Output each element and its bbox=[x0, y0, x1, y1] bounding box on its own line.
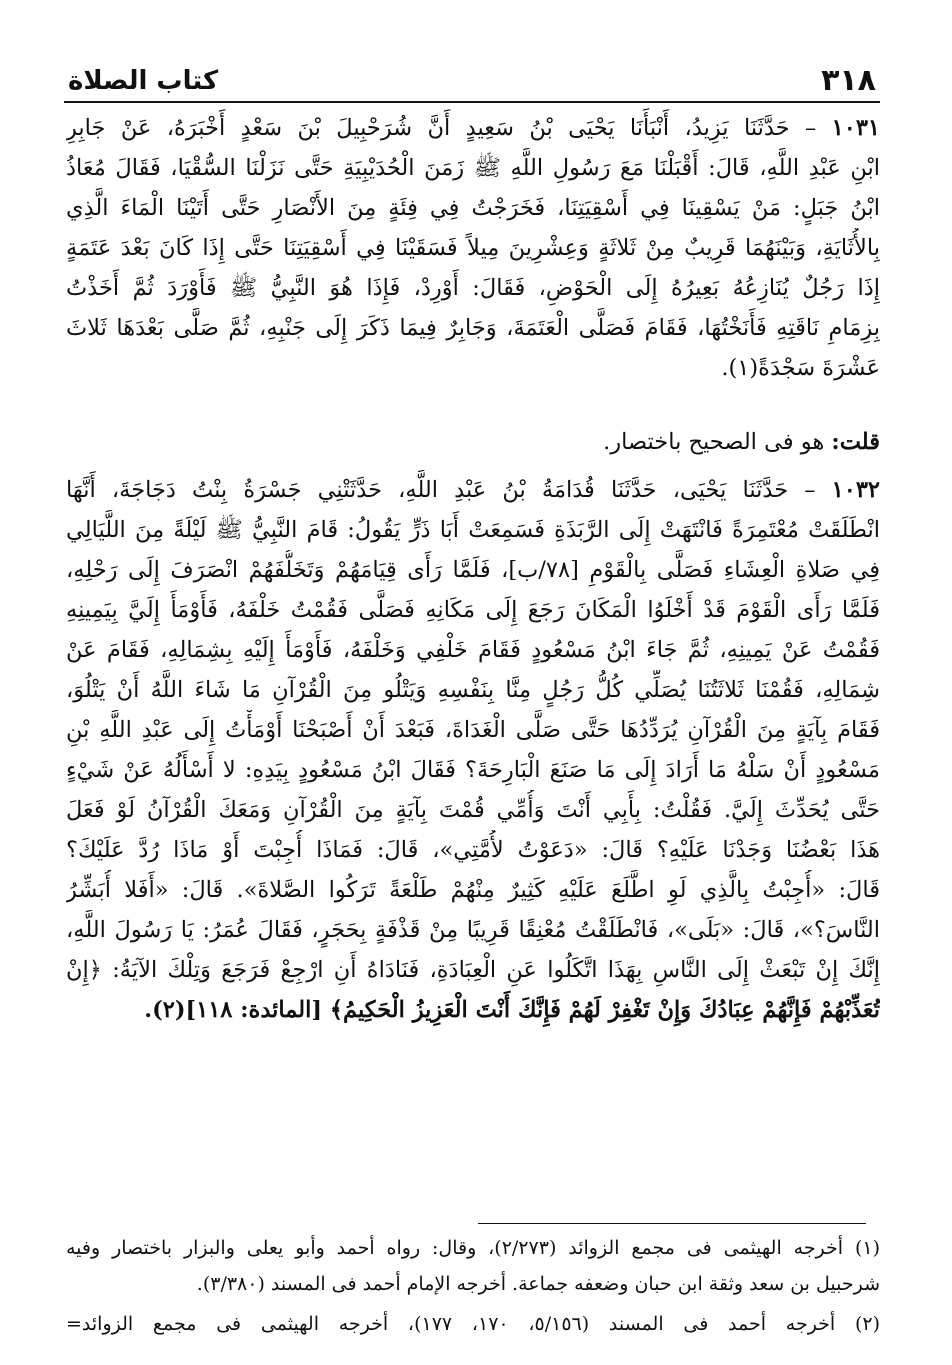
hadith-line: هَذَا بَعْضُنَا وَجَدْنَا عَلَيْهِ؟ قَالَ: «دَعَوْتُ لأُمَّتِي»، قَالَ: فَمَاذَا أُجِبْتَ أَوْ مَاذَا رُدَّ عَلَيْكَ؟ bbox=[66, 837, 880, 863]
footnote-2-line: (٢) أخرجه أحمد فى المسند (٥/١٥٦، ١٧٠، ١٧٧)، أخرجه الهيثمى فى مجمع الزوائد= bbox=[66, 1313, 880, 1335]
hadith-line: عَشْرَةَ سَجْدَةً(١). bbox=[721, 355, 880, 381]
hadith-line: قَالَ: «أُجِبْتُ بِالَّذِي لَوِ اطَّلَعَ عَلَيْهِ كَثِيرٌ مِنْهُمْ طَلْعَةً تَرَكُوا الصَّلاةَ». قَالَ: «أَفَلا أُبَشِّرُ bbox=[66, 877, 880, 903]
spacer bbox=[66, 388, 880, 422]
hadith-line: فَقَامَ بِآيَةٍ مِنَ الْقُرْآنِ يُرَدِّدُهَا حَتَّى صَلَّى الْغَدَاةَ، فَبَعْدَ أَنْ أَصْبَحْنَا أَوْمَأْتُ إِلَى عَبْدِ اللَّهِ بْنِ bbox=[66, 717, 880, 743]
hadith-line: فِي صَلاةِ الْعِشَاءِ فَصَلَّى بِالْقَوْمِ [٧٨/ب]، فَلَمَّا رَأَى قِيَامَهُمْ وَتَخَلُّفَهُمْ انْصَرَفَ إِلَى رَحْلِهِ، bbox=[66, 557, 880, 583]
book-title: كتاب الصلاة bbox=[68, 66, 219, 96]
hadith-line: فَلَمَّا رَأَى الْقَوْمَ قَدْ أَخْلَوُا الْمَكَانَ رَجَعَ إِلَى مَكَانِهِ فَصَلَّى فَقُمْتُ خَلْفَهُ، فَأَوْمَأَ إِلَيَّ بِيَمِينِهِ bbox=[66, 597, 880, 623]
hadith-text: – حَدَّثَنَا يَزِيدُ، أَنْبَأَنَا يَحْيَى بْنُ سَعِيدٍ أَنَّ شُرَحْبِيلَ بْنَ سَعْدٍ أَخْبَرَهُ، عَنْ جَابِرِ bbox=[66, 115, 817, 141]
hadith-line: حَتَّى يُحَدِّثَ إِلَيَّ. فَقُلْتُ: بِأَبِي أَنْتَ وَأُمِّي قُمْتَ بِآيَةٍ مِنَ الْقُرْآنِ وَمَعَكَ الْقُرْآنُ لَوْ فَعَلَ bbox=[66, 797, 880, 823]
header-rule bbox=[64, 101, 880, 103]
hadith-line: انْطَلَقَتْ مُعْتَمِرَةً فَانْتَهَتْ إِلَى الرَّبَذَةِ فَسَمِعَتْ أَبَا ذَرٍّ يَقُولُ: قَامَ النَّبِيُّ ﷺ لَيْلَةً مِنَ اللَّيَالِي bbox=[66, 517, 880, 543]
hadith-line: ابْنِ عَبْدِ اللَّهِ، قَالَ: أَقْبَلْنَا مَعَ رَسُولِ اللَّهِ ﷺ زَمَنَ الْحُدَيْبِيَةِ حَتَّى نَزَلْنَا السُّقْيَا، فَقَالَ مُعَاذُ bbox=[66, 155, 880, 181]
hadith-1032 bbox=[66, 470, 880, 1030]
hadith-number: ١٠٣١ bbox=[831, 115, 880, 141]
qultu-note bbox=[66, 422, 880, 462]
quran-verse-line: تُعَذِّبْهُمْ فَإِنَّهُمْ عِبَادُكَ وَإِنْ تَغْفِرْ لَهُمْ فَإِنَّكَ أَنْتَ الْعَزِيزُ الْحَكِيمُ﴾ [المائدة: ١١٨](٢). bbox=[144, 997, 880, 1023]
hadith-line: إِنَّكَ إِنْ تَبْعَثْ إِلَى النَّاسِ بِهَذَا اتَّكَلُوا عَنِ الْعِبَادَةِ، فَنَادَاهُ أَنِ ارْجِعْ فَرَجَعَ وَتِلْكَ الآيَةُ: ﴿إِنْ bbox=[66, 957, 880, 983]
spacer bbox=[66, 462, 880, 470]
footnote-rule bbox=[478, 1223, 866, 1224]
page-body bbox=[66, 108, 880, 1030]
hadith-line: بِزِمَامِ نَاقَتِهِ فَأَنَخْتُهَا، فَقَامَ فَصَلَّى الْعَتَمَةَ، وَجَابِرٌ فِيمَا ذَكَرَ إِلَى جَنْبِهِ، ثُمَّ صَلَّى بَعْدَهَا ثَلاثَ bbox=[66, 315, 880, 341]
page-number: ٣١٨ bbox=[821, 63, 876, 98]
footnote-1-line: شرحبيل بن سعد وثقة ابن حبان وضعفه جماعة. أخرجه الإمام أحمد فى المسند (٣/٣٨٠). bbox=[196, 1273, 880, 1295]
hadith-1031 bbox=[66, 108, 880, 388]
hadith-text: – حَدَّثَنَا يَحْيَى، حَدَّثَنَا قُدَامَةُ بْنُ عَبْدِ اللَّهِ، حَدَّثَتْنِي جَسْرَةُ بِنْتُ دَجَاجَةَ، أَنَّهَا bbox=[66, 477, 816, 503]
qultu-text: هو فى الصحيح باختصار. bbox=[603, 429, 832, 455]
hadith-line: ابْنُ جَبَلٍ: مَنْ يَسْقِينَا فِي أَسْقِيَتِنَا، فَخَرَجْتُ فِي فِئَةٍ مِنَ الأَنْصَارِ حَتَّى أَتَيْنَا الْمَاءَ الَّذِي bbox=[66, 195, 880, 221]
qultu-label: قلت: bbox=[831, 429, 880, 455]
hadith-line: إِذَا رَجُلٌ يُنَازِعُهُ بَعِيرُهُ إِلَى الْحَوْضِ، فَقَالَ: أَوْرِدْ، فَإِذَا هُوَ النَّبِيُّ ﷺ فَأَوْرَدَ ثُمَّ أَخَذْتُ bbox=[66, 275, 880, 301]
hadith-line: مَسْعُودٍ أَنْ سَلْهُ مَا أَرَادَ إِلَى مَا صَنَعَ الْبَارِحَةَ؟ فَقَالَ ابْنُ مَسْعُودٍ بِيَدِهِ: لا أَسْأَلُهُ عَنْ شَيْءٍ bbox=[66, 757, 880, 783]
hadith-line: شِمَالِهِ، فَقُمْنَا ثَلاثَتُنَا يُصَلِّي كُلُّ رَجُلٍ مِنَّا بِنَفْسِهِ وَيَتْلُو مِنَ الْقُرْآنِ مَا شَاءَ اللَّهُ أَنْ يَتْلُوَ، bbox=[66, 677, 880, 703]
hadith-line: بِالأُثَايَةِ، وَبَيْنَهُمَا قَرِيبٌ مِنْ ثَلاثَةٍ وَعِشْرِينَ مِيلاً فَسَقَيْنَا فِي أَسْقِيَتِنَا حَتَّى إِذَا كَانَ بَعْدَ عَتَمَةٍ bbox=[66, 235, 880, 261]
hadith-number: ١٠٣٢ bbox=[831, 477, 880, 503]
hadith-line bbox=[66, 470, 880, 510]
footnotes bbox=[66, 1230, 880, 1342]
page-header bbox=[68, 56, 876, 96]
hadith-line: النَّاسَ؟»، قَالَ: «بَلَى»، فَانْطَلَقْتُ مُعْنِقًا قَرِيبًا مِنْ قَذْفَةٍ بِحَجَرٍ، فَقَالَ عُمَرُ: يَا رَسُولَ اللَّهِ، bbox=[66, 917, 880, 943]
hadith-line: فَقُمْتُ عَنْ يَمِينِهِ، ثُمَّ جَاءَ ابْنُ مَسْعُودٍ فَقَامَ خَلْفِي وَخَلْفَهُ، فَأَوْمَأَ إِلَيْهِ بِشِمَالِهِ، فَقَامَ عَنْ bbox=[66, 637, 880, 663]
footnote-1-line: (١) أخرجه الهيثمى فى مجمع الزوائد (٢/٢٧٣)، وقال: رواه أحمد وأبو يعلى والبزار باختصار وفيه bbox=[66, 1237, 880, 1259]
hadith-line bbox=[66, 108, 880, 148]
